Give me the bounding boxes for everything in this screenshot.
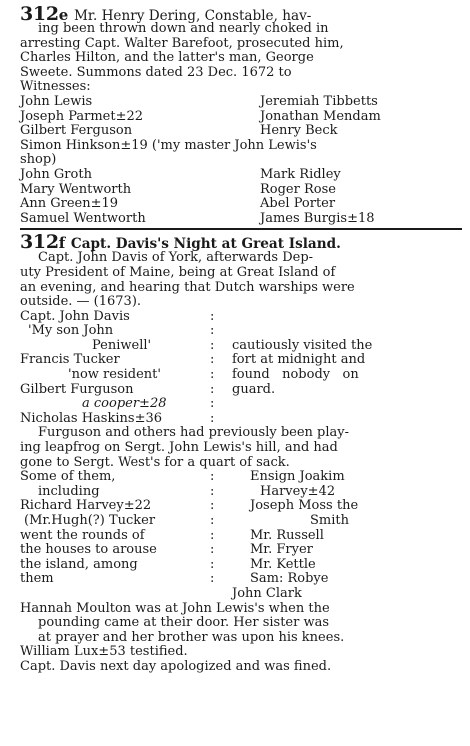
person-name: Harvey±42 <box>260 483 336 499</box>
person-note: a cooper±28 <box>82 396 167 412</box>
colon-separator: : <box>210 410 215 426</box>
witness-name: Joseph Parmet±22 <box>20 108 144 124</box>
person-name: Mr. Kettle <box>250 556 316 572</box>
entry-text-line: ing leapfrog on Sergt. John Lewis's hill, and had <box>20 440 338 456</box>
person-name: Mr. Fryer <box>250 542 313 558</box>
entry-text-line: an evening, and hearing that Dutch warships were <box>20 279 355 295</box>
narrative-text: guard. <box>232 381 276 397</box>
witness-name: Ann Green±19 <box>20 196 119 212</box>
narrative-text: them <box>20 571 54 587</box>
colon-separator: : <box>210 513 215 528</box>
witness-name: Mary Wentworth <box>20 181 132 197</box>
entry-text-line: uty President of Maine, being at Great Island of <box>20 264 336 280</box>
narrative-text: found nobody on <box>232 367 359 383</box>
person-name: Sam: Robye <box>250 571 329 587</box>
narrative-text <box>232 310 462 325</box>
person-note: 'now resident' <box>68 367 161 383</box>
section-divider <box>20 228 462 230</box>
witness-name: Gilbert Ferguson <box>20 123 133 139</box>
person-note: Smith <box>310 513 349 528</box>
entry-text-line: gone to Sergt. West's for a quart of sack. <box>20 454 290 470</box>
narrative-text: including <box>38 483 100 499</box>
colon-separator: : <box>210 396 215 412</box>
entry-text-line: Furguson and others had previously been play- <box>38 425 350 441</box>
narrative-text: cautiously visited the <box>232 337 373 353</box>
witness-name: Jeremiah Tibbetts <box>260 93 378 109</box>
colon-separator: : <box>210 352 215 368</box>
entry-text-line: Sweete. Summons dated 23 Dec. 1672 to <box>20 64 292 80</box>
entry-text-line: ing been thrown down and nearly choked in <box>38 21 329 36</box>
witness-name: Jonathan Mendam <box>260 108 381 124</box>
entry-headline: Mr. Henry Dering, Constable, hav- <box>74 8 312 24</box>
entry-text-line: Hannah Moulton was at John Lewis's when the <box>20 600 330 616</box>
person-name: John Clark <box>232 585 302 601</box>
entry-text-line: Capt. Davis next day apologized and was fined. <box>20 658 332 674</box>
entry-text-line: Charles Hilton, and the latter's man, George <box>20 50 314 66</box>
person-name: Nicholas Haskins±36 <box>20 410 162 426</box>
witness-name: Henry Beck <box>260 123 338 139</box>
person-name: Richard Harvey±22 <box>20 498 152 514</box>
colon-separator: : <box>210 483 215 499</box>
entry-312f <box>20 232 462 674</box>
witness-name: James Burgis±18 <box>260 210 375 226</box>
person-name: Capt. John Davis <box>20 308 130 324</box>
narrative-text: Some of them, <box>20 469 116 485</box>
witnesses-label: Witnesses: <box>20 79 91 95</box>
persons-table-1 <box>20 310 462 427</box>
person-name: Francis Tucker <box>20 352 120 368</box>
person-name: Mr. Russell <box>250 527 324 543</box>
entry-text-line: William Lux±53 testified. <box>20 644 188 660</box>
witness-name: Abel Porter <box>260 196 336 212</box>
narrative-text <box>20 587 210 602</box>
person-name: Gilbert Furguson <box>20 381 134 397</box>
entry-number: 312f <box>20 231 65 254</box>
narrative-text: the houses to arouse <box>20 542 157 558</box>
entry-text-line: arresting Capt. Walter Barefoot, prosecuted him, <box>20 35 344 51</box>
witness-name: Samuel Wentworth <box>20 210 146 226</box>
colon-separator: : <box>210 571 215 587</box>
witness-name: Mark Ridley <box>260 166 341 182</box>
person-name: Peniwell' <box>92 337 152 353</box>
witness-name: Simon Hinkson±19 ('my master John Lewis's <box>20 137 317 153</box>
colon-separator: : <box>210 527 215 543</box>
colon-separator <box>210 587 232 602</box>
narrative-text <box>232 324 462 339</box>
entry-312e <box>20 4 462 226</box>
entry-headline: Capt. Davis's Night at Great Island. <box>70 236 341 253</box>
colon-separator: : <box>210 542 215 558</box>
witness-list <box>20 95 462 226</box>
persons-table-2 <box>20 470 462 601</box>
person-name: Ensign Joakim <box>250 469 345 485</box>
witness-name: John Lewis <box>20 93 93 109</box>
colon-separator: : <box>210 469 215 485</box>
colon-separator: : <box>210 323 215 339</box>
colon-separator: : <box>210 381 215 397</box>
narrative-text <box>232 412 462 427</box>
colon-separator: : <box>210 556 215 572</box>
entry-text-line: pounding came at their door. Her sister was <box>38 615 330 631</box>
narrative-text <box>232 397 462 412</box>
colon-separator: : <box>210 367 215 383</box>
person-name: 'My son John <box>28 323 114 339</box>
entry-text-line: Capt. John Davis of York, afterwards Dep- <box>38 250 314 266</box>
narrative-text: went the rounds of <box>20 527 145 543</box>
narrative-text: the island, among <box>20 556 138 572</box>
colon-separator: : <box>210 308 215 324</box>
colon-separator: : <box>210 498 215 514</box>
person-name: Joseph Moss the <box>250 498 359 514</box>
entry-text-line: at prayer and her brother was upon his knees. <box>38 629 345 645</box>
witness-name: Roger Rose <box>260 181 336 197</box>
entry-text-line: outside. — (1673). <box>20 294 142 310</box>
entry-number: 312e <box>20 3 69 25</box>
colon-separator: : <box>210 337 215 353</box>
witness-name-continued: shop) <box>20 152 57 168</box>
witness-name: John Groth <box>20 166 92 182</box>
person-name: (Mr.Hugh(?) Tucker <box>24 513 156 528</box>
narrative-text: fort at midnight and <box>232 352 366 368</box>
